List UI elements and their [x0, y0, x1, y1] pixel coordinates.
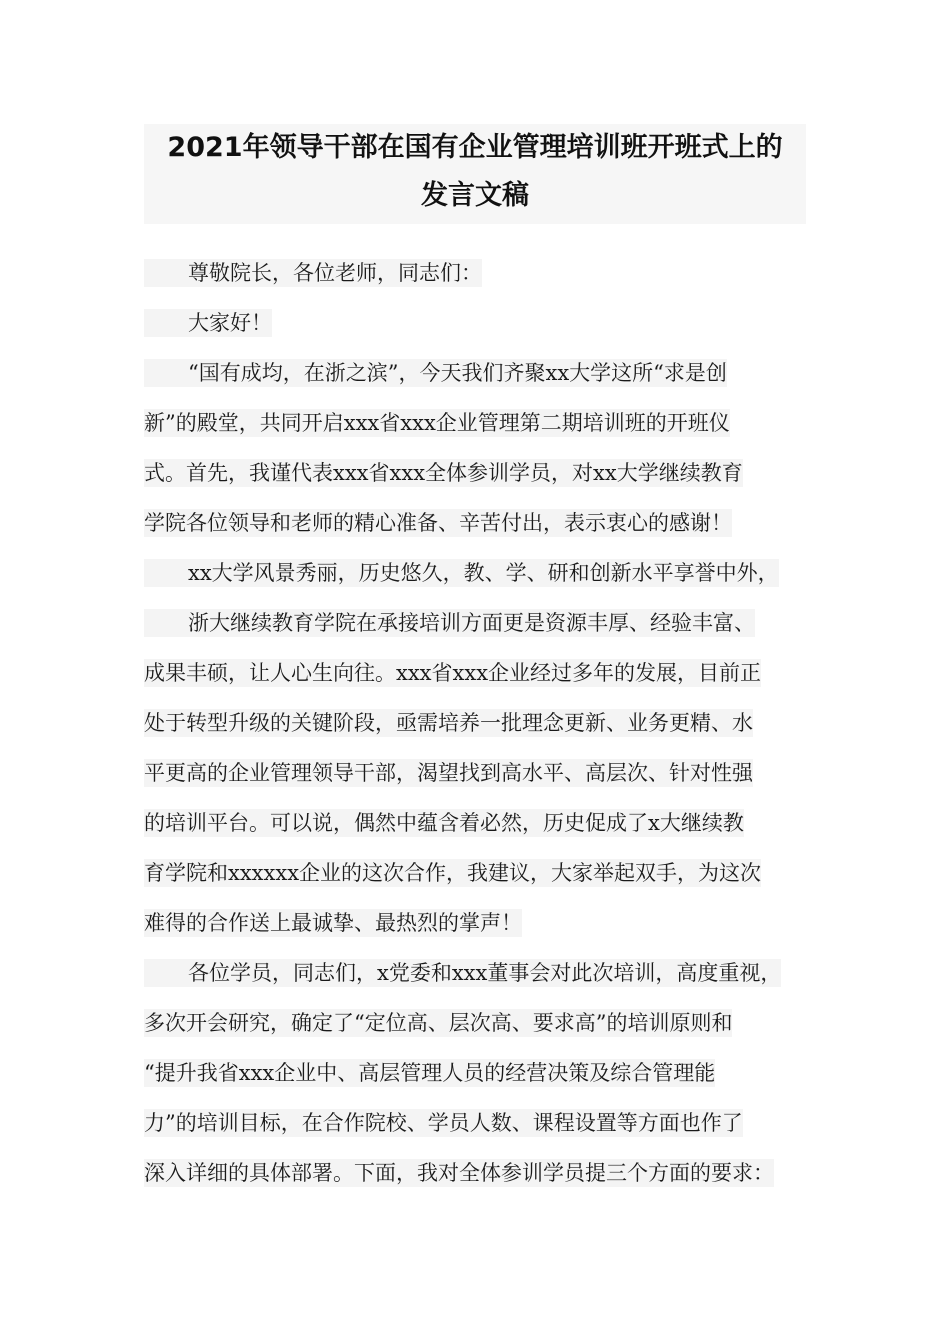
- line-text: 新”的殿堂，共同开启xxx省xxx企业管理第二期培训班的开班仪: [144, 411, 730, 435]
- line-text: 式。首先，我谨代表xxx省xxx全体参训学员，对xx大学继续教育: [144, 461, 743, 485]
- paragraph-line: [144, 349, 834, 399]
- line-text: 尊敬院长，各位老师，同志们：: [188, 261, 482, 285]
- title-line-1: 2021年领导干部在国有企业管理培训班开班式上的: [167, 132, 783, 163]
- line-text: 深入详细的具体部署。下面，我对全体参训学员提三个方面的要求：: [144, 1161, 774, 1185]
- line-text: 大家好！: [188, 311, 272, 335]
- line-text: 多次开会研究，确定了“定位高、层次高、要求高”的培训原则和: [144, 1011, 733, 1035]
- line-text: 学院各位领导和老师的精心准备、辛苦付出，表示衷心的感谢！: [144, 511, 732, 535]
- line-text: 难得的合作送上最诚挚、最热烈的掌声！: [144, 911, 522, 935]
- line-text: “国有成均，在浙之滨”，今天我们齐聚xx大学这所“求是创: [188, 361, 727, 385]
- paragraph-line: [144, 849, 834, 899]
- line-text: 处于转型升级的关键阶段，亟需培养一批理念更新、业务更精、水: [144, 711, 753, 735]
- paragraph-line: [144, 399, 834, 449]
- line-text: 各位学员，同志们，x党委和xxx董事会对此次培训，高度重视，: [188, 961, 782, 985]
- paragraph-line: [144, 899, 834, 949]
- paragraph-line: [144, 999, 834, 1049]
- line-text: “提升我省xxx企业中、高层管理人员的经营决策及综合管理能: [144, 1061, 716, 1085]
- paragraph-line: [144, 1099, 834, 1149]
- line-text: 平更高的企业管理领导干部，渴望找到高水平、高层次、针对性强: [144, 761, 753, 785]
- document-title: [144, 124, 806, 224]
- paragraph-line: [144, 299, 834, 349]
- line-text: xx大学风景秀丽，历史悠久，教、学、研和创新水平享誉中外，: [188, 561, 779, 585]
- paragraph-line: [144, 749, 834, 799]
- paragraph-line: [144, 499, 834, 549]
- paragraph-line: [144, 799, 834, 849]
- paragraph-line: [144, 649, 834, 699]
- line-text: 成果丰硕，让人心生向往。xxx省xxx企业经过多年的发展，目前正: [144, 661, 762, 685]
- document-body: [144, 249, 834, 1199]
- line-text: 浙大继续教育学院在承接培训方面更是资源丰厚、经验丰富、: [188, 611, 755, 635]
- paragraph-line: [144, 449, 834, 499]
- paragraph-line: [144, 549, 834, 599]
- paragraph-line: [144, 1049, 834, 1099]
- paragraph-line: [144, 599, 834, 649]
- paragraph-line: [144, 1149, 834, 1199]
- line-text: 的培训平台。可以说，偶然中蕴含着必然，历史促成了x大继续教: [144, 811, 744, 835]
- line-text: 力”的培训目标，在合作院校、学员人数、课程设置等方面也作了: [144, 1111, 743, 1135]
- paragraph-line: [144, 949, 834, 999]
- paragraph-line: [144, 699, 834, 749]
- title-line-2: 发言文稿: [421, 180, 529, 211]
- paragraph-line: [144, 249, 834, 299]
- line-text: 育学院和xxxxxx企业的这次合作，我建议，大家举起双手，为这次: [144, 861, 762, 885]
